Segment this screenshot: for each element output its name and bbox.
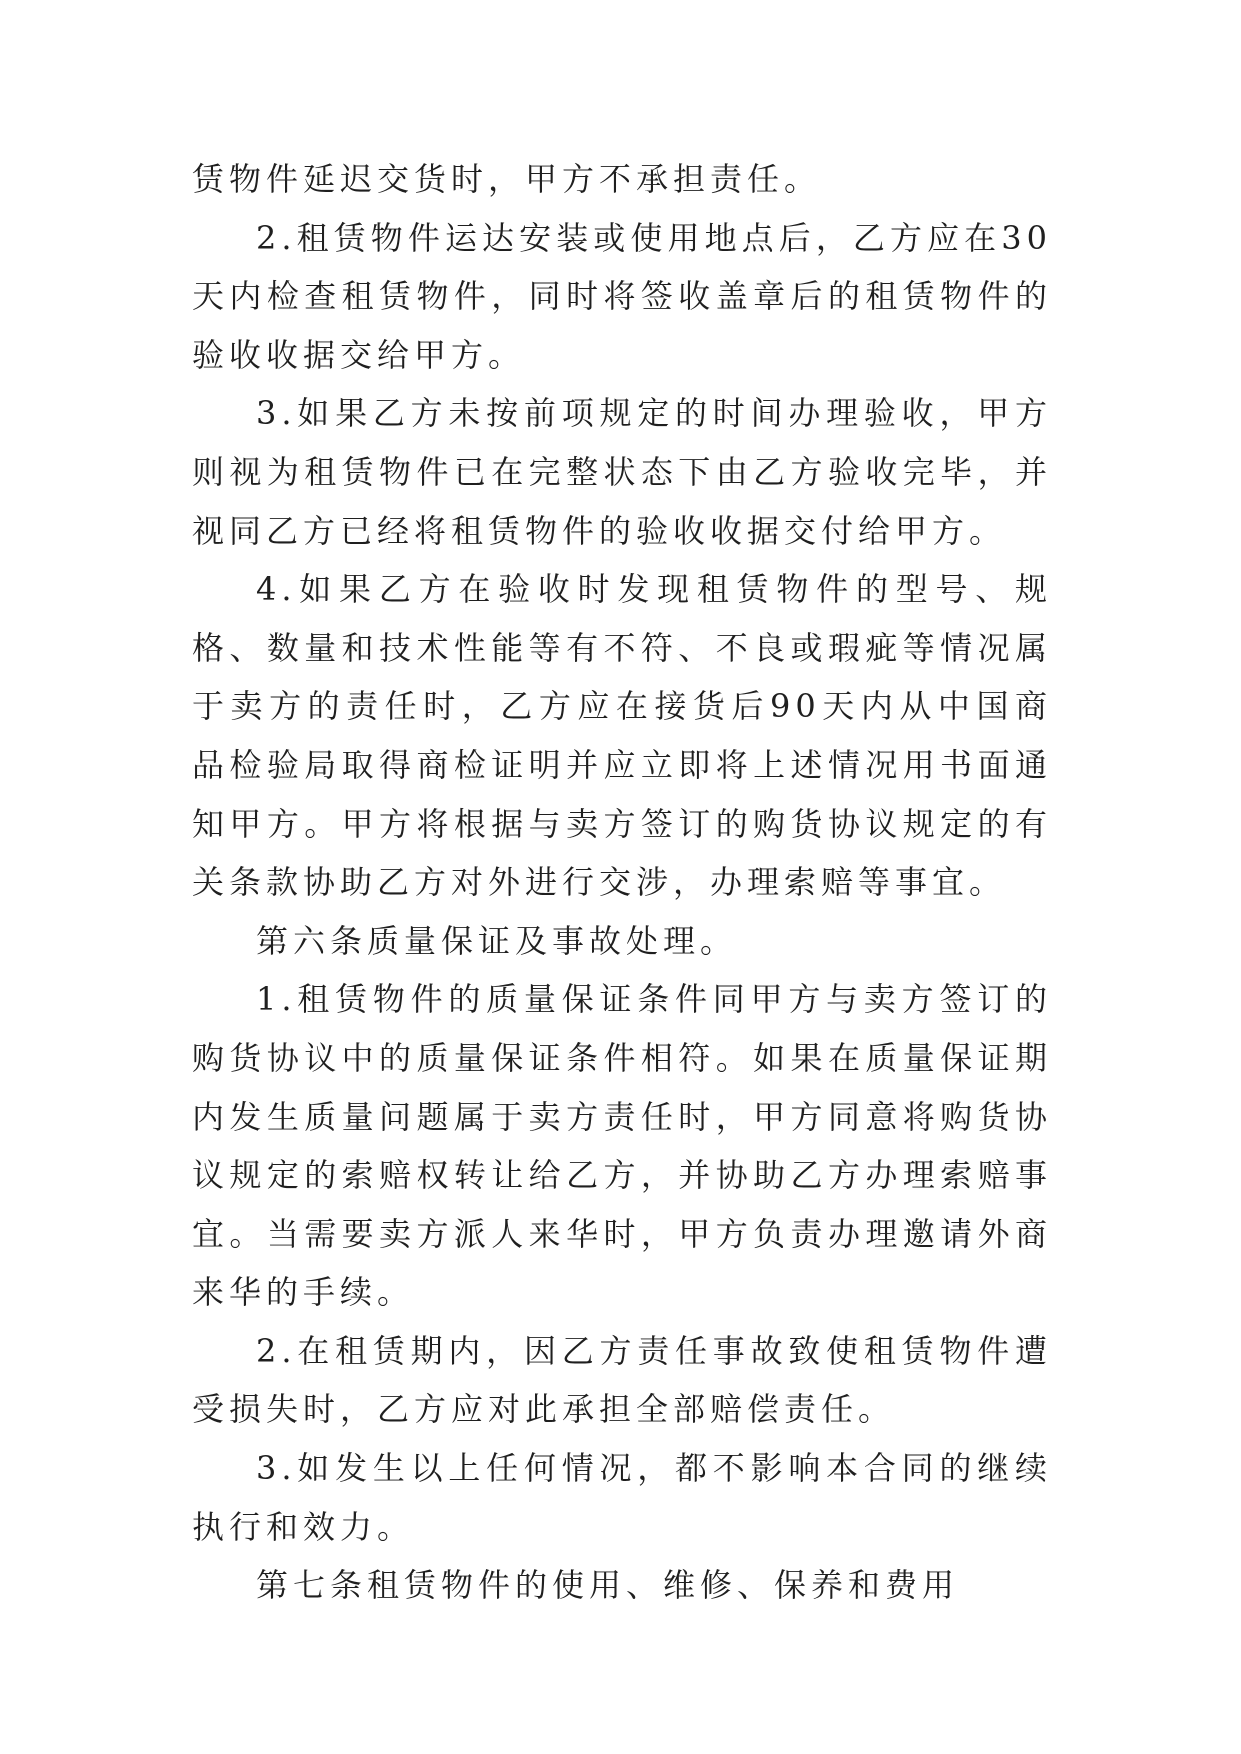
paragraph-article-6-clause-2: 2.在租赁期内，因乙方责任事故致使租赁物件遭受损失时，乙方应对此承担全部赔偿责任。: [192, 1331, 1052, 1429]
paragraph-clause-3: 3.如果乙方未按前项规定的时间办理验收，甲方则视为租赁物件已在完整状态下由乙方验收完毕，并视同乙方已经将租赁物件的验收收据交付给甲方。: [192, 394, 1052, 550]
paragraph-clause-4: 4.如果乙方在验收时发现租赁物件的型号、规格、数量和技术性能等有不符、不良或瑕疵等情况属于卖方的责任时，乙方应在接货后90天内从中国商品检验局取得商检证明并应立即将上述情况用书面通知甲方。甲方将根据与卖方签订的购货协议规定的有关条款协助乙方对外进行交涉，办理索赔等事宜。: [192, 570, 1052, 902]
article-6-heading: 第六条质量保证及事故处理。: [256, 921, 738, 960]
document-page: [192, 150, 1052, 1615]
paragraph-article-6-clause-3: 3.如发生以上任何情况，都不影响本合同的继续执行和效力。: [192, 1449, 1052, 1546]
paragraph-article-6-clause-1: 1.租赁物件的质量保证条件同甲方与卖方签订的购货协议中的质量保证条件相符。如果在质量保证期内发生质量问题属于卖方责任时，甲方同意将购货协议规定的索赔权转让给乙方，并协助乙方办理索赔事宜。当需要卖方派人来华时，甲方负责办理邀请外商来华的手续。: [192, 980, 1052, 1312]
paragraph-clause-2: 2.租赁物件运达安装或使用地点后，乙方应在30天内检查租赁物件，同时将签收盖章后的租赁物件的验收收据交给甲方。: [192, 218, 1052, 374]
article-7-heading: 第七条租赁物件的使用、维修、保养和费用: [256, 1566, 960, 1605]
paragraph-continuation: 赁物件延迟交货时，甲方不承担责任。: [192, 160, 822, 198]
